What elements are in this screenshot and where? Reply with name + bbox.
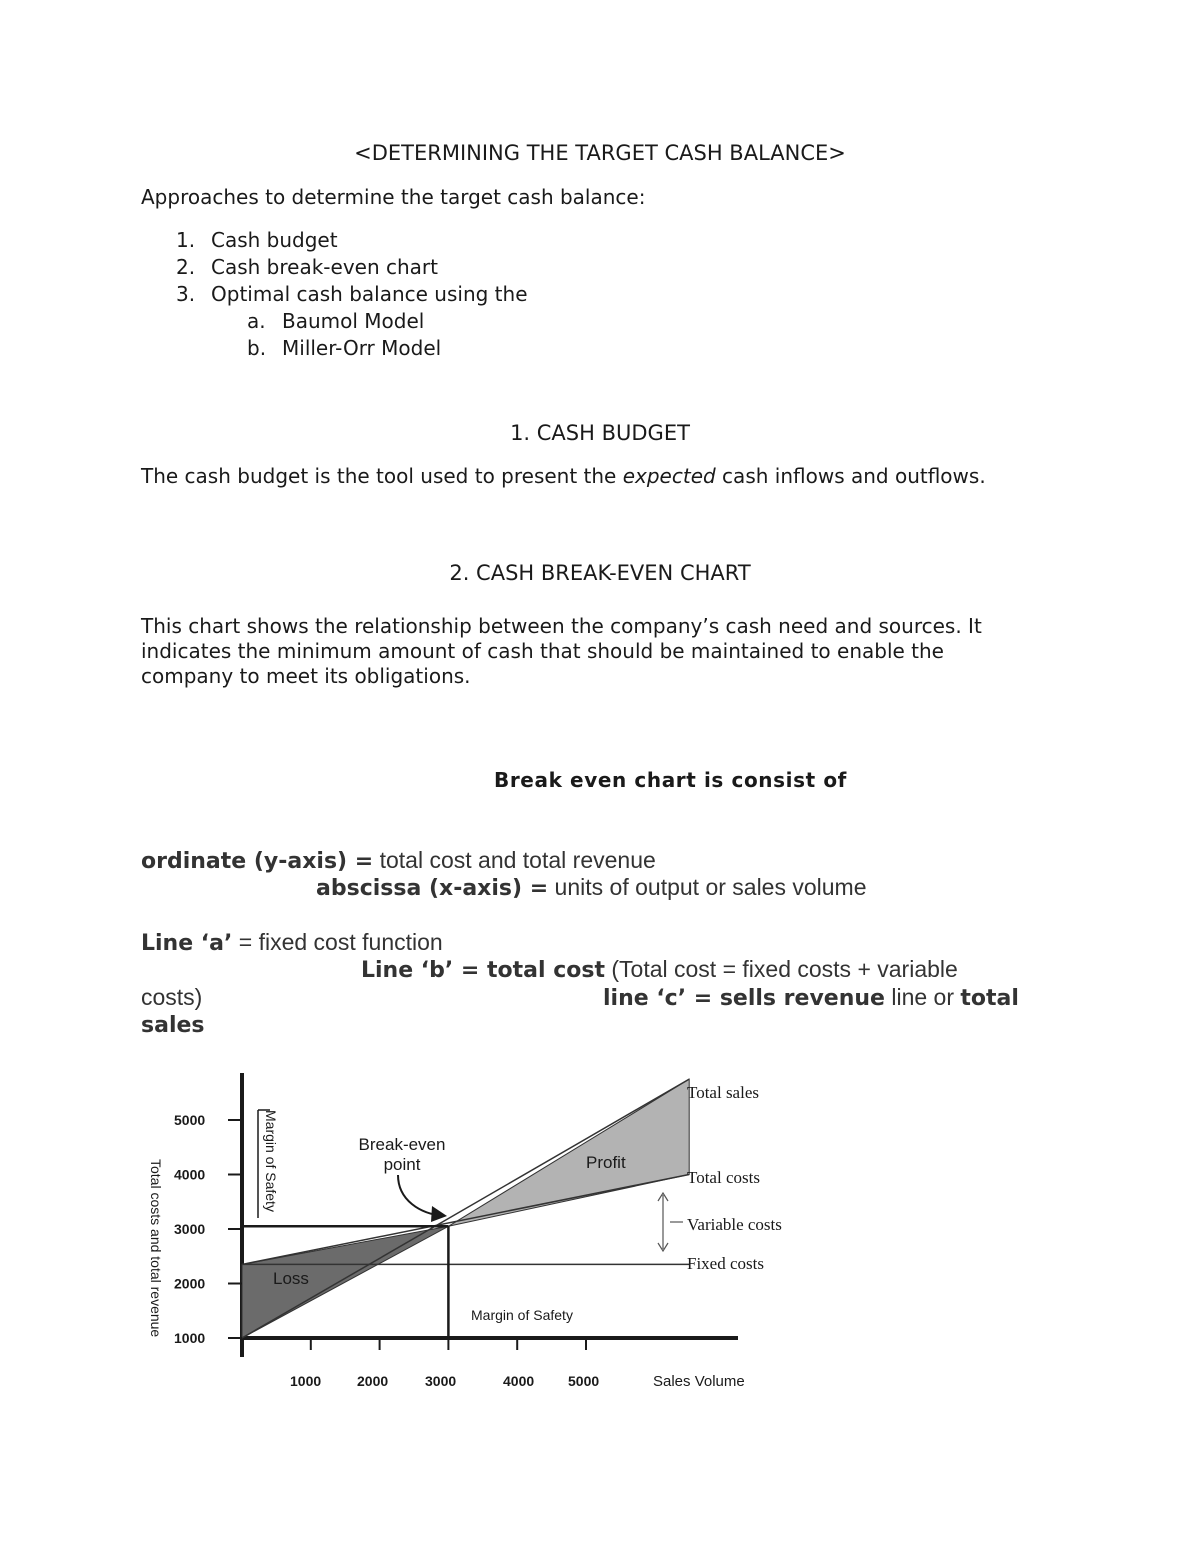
fixed-costs-label: Fixed costs: [687, 1254, 764, 1273]
list-item: Miller-Orr Model: [282, 336, 442, 360]
section-heading-cash-budget: 1. CASH BUDGET: [510, 421, 690, 445]
x-tick-label: 5000: [568, 1373, 600, 1389]
definition-costs: costs): [141, 984, 203, 1010]
margin-of-safety-horizontal-label: Margin of Safety: [471, 1307, 573, 1323]
break-even-label: Break-even: [358, 1135, 446, 1154]
x-tick-label: 1000: [290, 1373, 322, 1389]
profit-label: Profit: [586, 1153, 626, 1172]
list-item: Cash break-even chart: [211, 255, 438, 279]
intro-text: Approaches to determine the target cash balance:: [141, 185, 646, 209]
y-tick-label: 3000: [174, 1221, 206, 1237]
list-number: 3.: [176, 282, 196, 306]
consist-heading: Break even chart is consist of: [494, 768, 847, 792]
variable-costs-label: Variable costs: [687, 1215, 782, 1234]
break-even-para-line: company to meet its obligations.: [141, 664, 471, 688]
definition-term: sales: [141, 1013, 205, 1038]
x-tick-label: 4000: [503, 1373, 535, 1389]
definition-term: ordinate (y-axis) =: [141, 849, 374, 874]
definition-text: total cost and total revenue: [373, 847, 656, 873]
list-item: Optimal cash balance using the: [211, 282, 528, 306]
y-tick-label: 2000: [174, 1275, 206, 1292]
list-number: b.: [247, 336, 267, 360]
y-axis-label: Total costs and total revenue: [148, 1159, 164, 1338]
x-tick-label: 3000: [425, 1373, 457, 1389]
loss-label: Loss: [273, 1269, 309, 1288]
y-tick-label: 1000: [174, 1330, 206, 1346]
text-run: cash inflows and outflows.: [715, 464, 986, 488]
x-axis-label: Sales Volume: [653, 1373, 745, 1390]
profit-region: [448, 1079, 689, 1226]
definition-term: Line ‘a’: [141, 931, 233, 956]
definition-term: abscissa (x-axis) =: [316, 876, 549, 901]
definition-term: total: [960, 986, 1019, 1011]
y-tick-label: 5000: [174, 1112, 206, 1128]
definition-text: = fixed cost function: [232, 929, 443, 955]
x-tick-label: 2000: [357, 1373, 389, 1389]
list-number: 1.: [176, 228, 196, 252]
emphasis-text: expected: [622, 464, 716, 488]
definition-text: (Total cost = fixed costs + variable: [604, 956, 958, 982]
document-title: <DETERMINING THE TARGET CASH BALANCE>: [354, 141, 846, 165]
break-even-para-line: This chart shows the relationship between the company’s cash need and sources. It: [141, 614, 982, 638]
list-item: Cash budget: [211, 228, 338, 252]
list-number: a.: [247, 309, 266, 333]
break-even-para-line: indicates the minimum amount of cash that should be maintained to enable the: [141, 639, 944, 663]
series-line-total-costs: [242, 1175, 689, 1265]
definition-text: line or: [884, 984, 961, 1010]
definition-text: units of output or sales volume: [548, 874, 867, 900]
text-run: The cash budget is the tool used to present the: [141, 464, 623, 488]
margin-of-safety-vertical-label: Margin of Safety: [263, 1110, 279, 1212]
y-tick-label: 4000: [174, 1166, 206, 1183]
list-number: 2.: [176, 255, 196, 279]
definition-term: line ‘c’ = sells revenue: [603, 986, 885, 1011]
total-costs-label: Total costs: [687, 1168, 760, 1187]
series-line-total-sales: [242, 1079, 689, 1338]
break-even-label: point: [383, 1155, 421, 1174]
definition-term: Line ‘b’ = total cost: [361, 958, 605, 983]
section-heading-break-even: 2. CASH BREAK-EVEN CHART: [449, 561, 751, 585]
total-sales-label: Total sales: [687, 1083, 759, 1102]
list-item: Baumol Model: [282, 309, 425, 333]
break-even-arrowhead: [431, 1206, 447, 1222]
